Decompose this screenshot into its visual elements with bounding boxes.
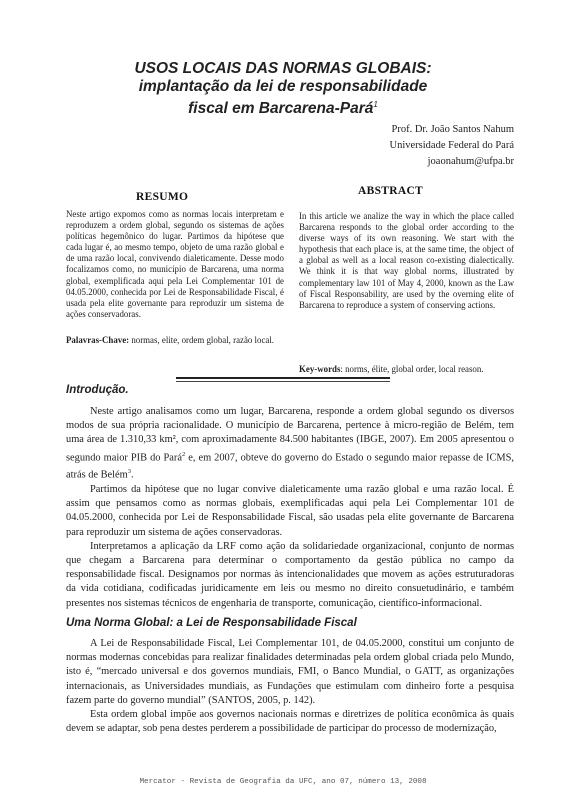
title-footnote-mark: 1 [373, 100, 378, 109]
journal-footer: Mercator - Revista de Geografia da UFC, ano 07, número 13, 2008 [139, 778, 427, 786]
article-title-line-3-text: fiscal em Barcarena-Pará [188, 100, 374, 118]
resumo-text: Neste artigo expomos como as normas locais interpretam e reproduzem a ordem global, segundo os sistemas de ações políticas hegemônico do lugar. Partimos da hipótese que cada lugar é, ao mesmo tempo, objeto de uma razão global e de uma razão local, convivendo dialeticamente. Desse modo focalizamos como, no município de Barcarena, uma norma global, exemplificada aqui pela Lei Complementar 101 de 04.05.2000, conhecida por Lei de Responsabilidade Fiscal, é usada pela elite governante para reproduzir um sistema de ações conservadoras. [66, 209, 284, 319]
abstract-heading: ABSTRACT [358, 185, 424, 197]
separator-rule-thin [176, 381, 390, 382]
resumo-keywords [66, 335, 284, 346]
intro-heading: Introdução. [66, 384, 129, 396]
intro-body [66, 405, 514, 611]
abstract-text: In this article we analize the way in which the place called Barcarena responds to the global order according to the diverse ways of its own reasoning. We start with the hypothesis that each place is, at the same time, the object of a global as well as a local reason co-existing dialectically. We think it is that way global norms, illustrated by complementary law 101 of May 4, 2000, known as the Law of Fiscal Responsability, are used by the overning elite of Barcarena to reproduce a system of conserving actions. [299, 211, 514, 310]
abstract-keywords [299, 364, 514, 375]
resumo-keywords-label: Palavras-Chave: [66, 335, 130, 345]
intro-paragraph-2: Partimos da hipótese que no lugar convive dialeticamente uma razão global e uma razão local. É assim que pensamos como as normas globais, exemplificadas aqui pela Lei Complementar 101 de 04.05.2000, conhecida por Lei de Responsabilidade Fiscal, são usadas pela elite governante de Barcarena para reproduzir um sistema de ações conservadoras. [66, 483, 514, 538]
section-2-body [66, 637, 514, 736]
author-block [390, 122, 515, 170]
intro-paragraph-3: Interpretamos a aplicação da LRF como ação da solidariedade organizacional, conjunto de normas que chegam a Barcarena para determinar o comportamento da gestão pública no campo da responsabilidade fiscal. Designamos por normas às intencionalidades que movem as ações estruturadoras da vida cotidiana, codificadas juridicamente em leis ou mesmo no direito consuetudinário, e também presentes nos sistemas técnicos de engenharia de transporte, comunicação, científico-informacional. [66, 540, 514, 609]
separator-rule [176, 377, 390, 379]
abstract-keywords-values: : norms, élite, global order, local reason. [340, 364, 484, 374]
article-title-line-2: implantação da lei de responsabilidade [138, 78, 428, 95]
resumo-heading: RESUMO [136, 191, 189, 203]
intro-p1-part-c: . [131, 469, 134, 481]
author-email: joaonahum@ufpa.br [427, 156, 514, 167]
author-name: Prof. Dr. João Santos Nahum [391, 124, 514, 135]
section-2-heading: Uma Norma Global: a Lei de Responsabilidade Fiscal [66, 617, 357, 629]
abstract-keywords-label: Key-words [299, 364, 341, 374]
intro-p1-part-b: e, em 2007, obteve do governo do Estado o segundo maior repasse de ICMS, atrás de Belém [66, 452, 514, 481]
section-2-paragraph-2: Esta ordem global impõe aos governos nacionais normas e diretrizes de política econômica às quais devem se adaptar, sob pena destes perderem a possibilidade de participar do processo de modernização, [66, 709, 514, 735]
section-2-paragraph-1: A Lei de Responsabilidade Fiscal, Lei Complementar 101, de 04.05.2000, constitui um conjunto de normas modernas concebidas para realizar finalidades determinadas pela ordem global criada pelo Mundo, isto é, “mercado universal e dos governos mundiais, FMI, o Banco Mundial, o GATT, as organizações internacionais, as Universidades mundiais, as Fundações que estimulam com dinheiro forte a pesquisa fazem parte do governo mundial” (SANTOS, 2005, p. 142). [66, 638, 514, 706]
footnote-mark-3: 3 [127, 468, 131, 476]
article-title-line-1: USOS LOCAIS DAS NORMAS GLOBAIS: [134, 60, 432, 77]
intro-paragraph-1 [66, 405, 514, 483]
author-institution: Universidade Federal do Pará [389, 140, 514, 151]
intro-p1-part-a: Neste artigo analisamos como um lugar, Barcarena, responde a ordem global segundo os diversos modos de sua própria racionalidade. O município de Barcarena, pertence à micro-região de Belém, tem uma área de 1.310,33 km², com aproximadamente 84.500 habitantes (IBGE, 2007). Em 2005 apresentou o segundo maior PIB do Pará [66, 406, 514, 464]
article-title-line-3 [0, 96, 566, 118]
resumo-keywords-values: normas, elite, ordem global, razão local. [131, 335, 275, 345]
footnote-mark-2: 2 [181, 450, 186, 458]
